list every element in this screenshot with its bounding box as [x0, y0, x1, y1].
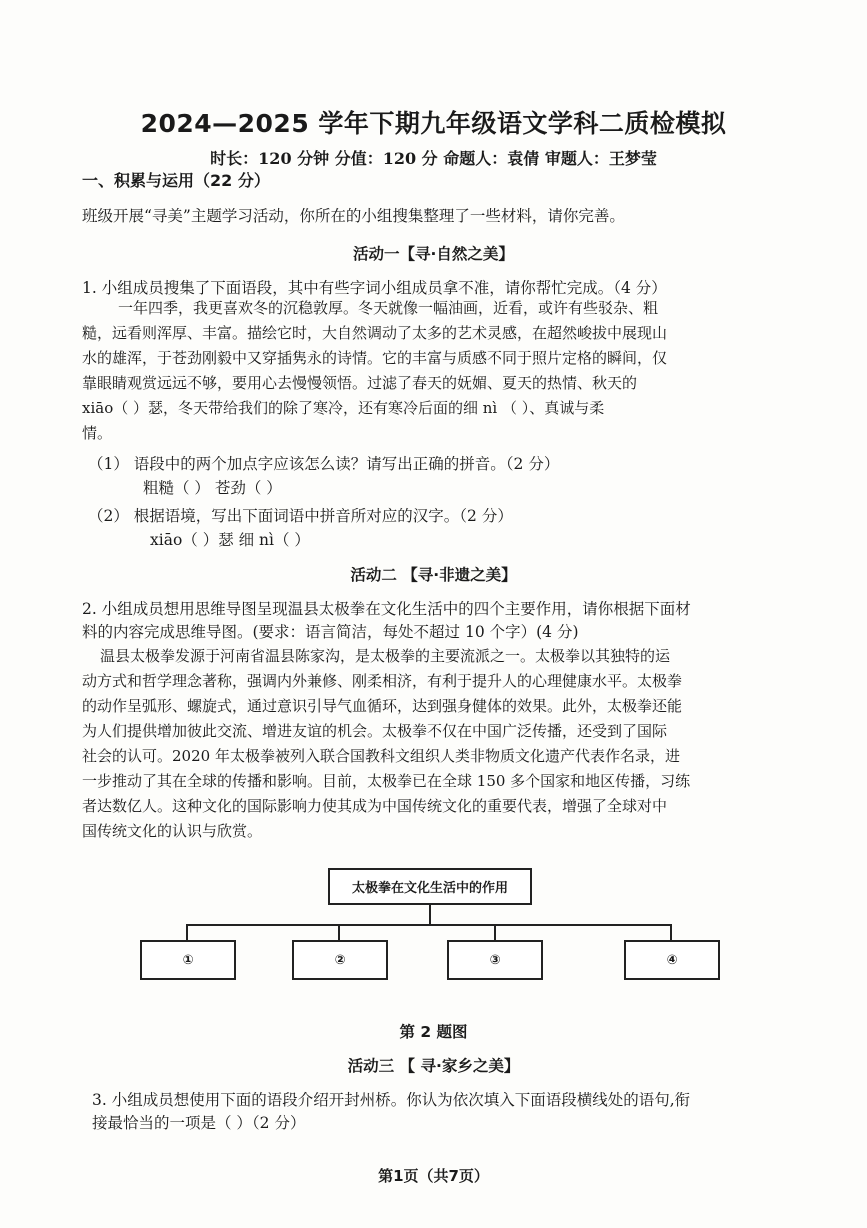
mind-map-leaf-3[interactable]: ③	[447, 940, 543, 980]
exam-page: 2024—2025 学年下期九年级语文学科二质检模拟 时长：120 分钟 分值：120 分 命题人：袁倩 审题人：王梦莹 一、积累与运用（22 分） 班级开展“寻美”主题学习活动，你所在的小组搜集整理了一些材料，请你完善。 活动一【寻·自然之美】 1. 小组成员搜集了下面语段，其中有些字词小组成员拿不准，请你帮忙完成。（4 分） 一年四季，我更喜欢冬的沉稳敦厚。冬天就像一幅油画，近看，或许有些驳杂、粗 糙，远看则浑厚、丰富。描绘它时，大自然调动了太多的艺术灵感，在超然峻拔中展现山 水的雄浑，于苍劲刚毅中又穿插隽永的诗情。它的丰富与质感不同于照片定格的瞬间，仅 靠眼睛观赏远远不够，要用心去慢慢领悟。过滤了春天的妩媚、夏天的热情、秋天的 xiāo（ ）瑟，冬天带给我们的除了寒冷，还有寒冷后面的细 nì （ ）、真诚与柔 情。 （1） 语段中的两个加点字应该怎么读？请写出正确的拼音。（2 分） 粗糙（ ） 苍劲（ ） （2） 根据语境，写出下面词语中拼音所对应的汉字。（2 分） xiāo（ ）瑟 细 nì（ ） 活动二 【寻·非遗之美】 2. 小组成员想用思维导图呈现温县太极拳在文化生活中的四个主要作用，请你根据下面材 料的内容完成思维导图。(要求：语言简洁，每处不超过 10 个字）(4 分) 温县太极拳发源于河南省温县陈家沟，是太极拳的主要流派之一。太极拳以其独特的运 动方式和哲学理念著称，强调内外兼修、刚柔相济，有利于提升人的心理健康水平。太极拳 的动作呈弧形、螺旋式，通过意识引导气血循环，达到强身健体的效果。此外，太极拳还能 为人们提供增加彼此交流、增进友谊的机会。太极拳不仅在中国广泛传播，还受到了国际 社会的认可。2020 年太极拳被列入联合国教科文组织人类非物质文化遗产代表作名录，进 一步推动了其在全球的传播和影响。目前，太极拳已在全球 150 多个国家和地区传播，习练 者达数亿人。这种文化的国际影响力使其成为中国传统文化的重要代表，增强了全球对中 国传统文化的认识与欣赏。 太极拳在文化生活中的作用 ① ② ③ ④ 第 2 题图 活动三 【 寻·家乡之美】 3. 小组成员想使用下面的语段介绍开封州桥。你认为依次填入下面语段横线处的语句,衔 接最恰当的一项是（ ）（2 分） 第1页（共7页）	[0, 0, 867, 1228]
activity1-title: 活动一【寻·自然之美】	[353, 245, 514, 263]
mind-map-root: 太极拳在文化生活中的作用	[328, 868, 532, 905]
question-3-line2: 接最恰当的一项是（ ）（2 分）	[92, 1114, 306, 1132]
sub-question-2-answer: xiāo（ ）瑟 细 nì（ ）	[150, 531, 310, 549]
mind-map-leaf-1[interactable]: ①	[140, 940, 236, 980]
page-footer: 第1页（共7页）	[378, 1167, 489, 1185]
connector-horizontal	[186, 924, 672, 926]
question-1: 1. 小组成员搜集了下面语段，其中有些字词小组成员拿不准，请你帮忙完成。（4 分）	[82, 279, 667, 297]
mind-map-leaf-2[interactable]: ②	[292, 940, 388, 980]
exam-meta: 时长：120 分钟 分值：120 分 命题人：袁倩 审题人：王梦莹	[210, 149, 657, 168]
mind-map-leaf-4[interactable]: ④	[624, 940, 720, 980]
activity2-title: 活动二 【寻·非遗之美】	[350, 566, 517, 584]
diagram-caption: 第 2 题图	[399, 1023, 468, 1041]
connector-drop-2	[338, 924, 340, 940]
section1-intro: 班级开展“寻美”主题学习活动，你所在的小组搜集整理了一些材料，请你完善。	[82, 207, 625, 225]
question-3-line1: 3. 小组成员想使用下面的语段介绍开封州桥。你认为依次填入下面语段横线处的语句,衔	[92, 1091, 691, 1109]
connector-drop-1	[186, 924, 188, 940]
exam-title: 2024—2025 学年下期九年级语文学科二质检模拟	[140, 109, 727, 138]
sub-question-1-answer: 粗糙（ ） 苍劲（ ）	[143, 479, 282, 497]
question-2-line2: 料的内容完成思维导图。(要求：语言简洁，每处不超过 10 个字）(4 分)	[82, 623, 579, 641]
connector-vertical	[429, 905, 431, 925]
question-2-line1: 2. 小组成员想用思维导图呈现温县太极拳在文化生活中的四个主要作用，请你根据下面材	[82, 600, 691, 618]
connector-drop-3	[494, 924, 496, 940]
connector-drop-4	[670, 924, 672, 940]
section1-heading: 一、积累与运用（22 分）	[82, 171, 270, 190]
activity3-title: 活动三 【 寻·家乡之美】	[347, 1057, 520, 1075]
sub-question-2: （2） 根据语境，写出下面词语中拼音所对应的汉字。（2 分）	[88, 507, 513, 525]
sub-question-1: （1） 语段中的两个加点字应该怎么读？请写出正确的拼音。（2 分）	[88, 455, 560, 473]
